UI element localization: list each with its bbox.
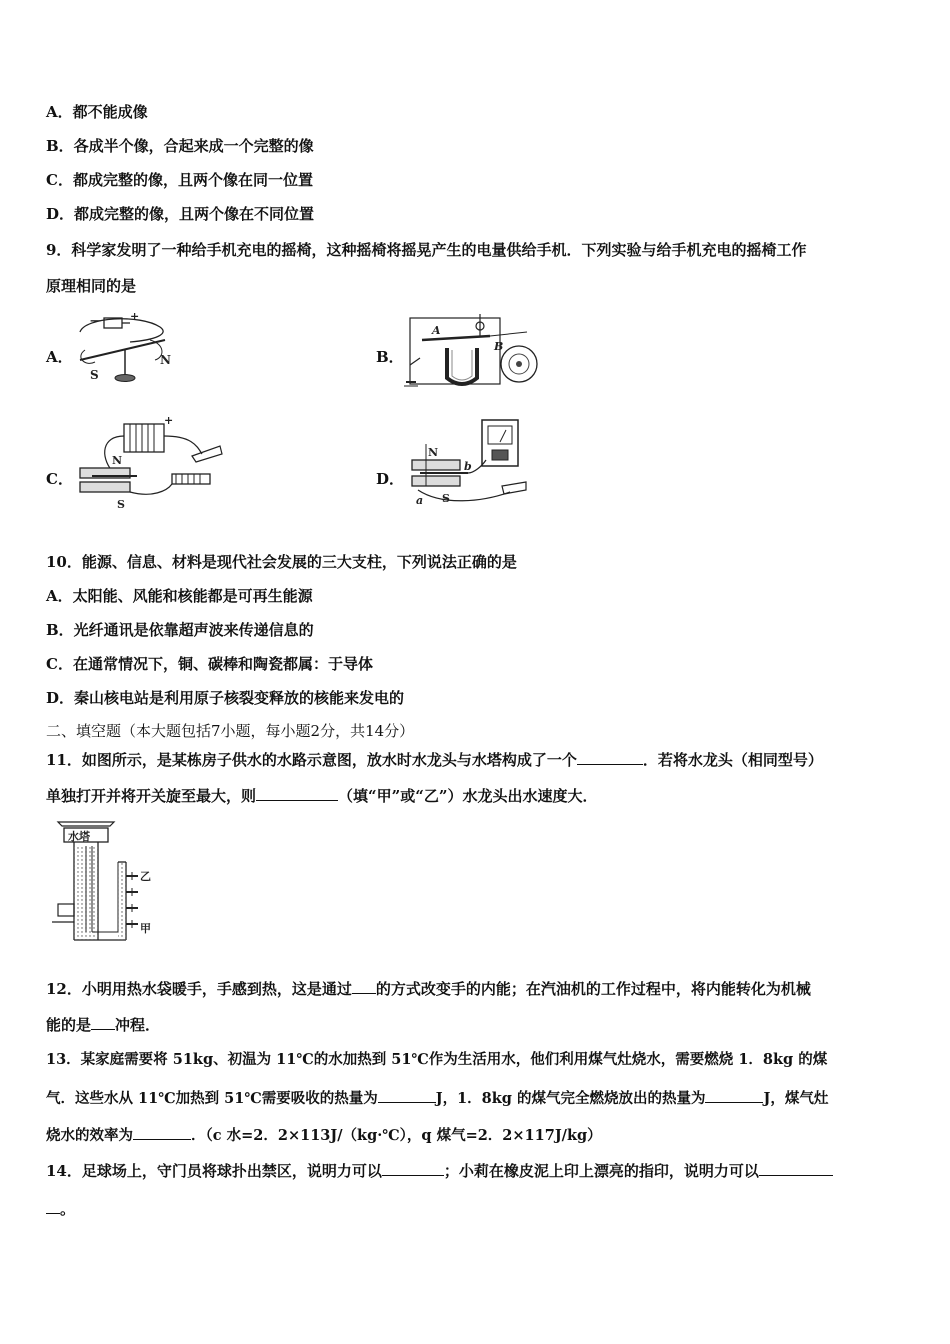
fig-a-n-label: N bbox=[160, 353, 171, 367]
q13-line2-part3: J，煤气灶 bbox=[763, 1090, 829, 1107]
fig-d-n-label: N bbox=[428, 446, 439, 459]
q13-line3 bbox=[46, 1124, 602, 1146]
q13-line1: 13．某家庭需要将 51kg、初温为 11℃的水加热到 51℃作为生活用水，他们利用煤气灶烧水，需要燃烧 1．8kg 的煤 bbox=[46, 1051, 828, 1068]
q10-stem: 10．能源、信息、材料是现代社会发展的三大支柱，下列说法正确的是 bbox=[46, 553, 517, 571]
q14-blank-2b[interactable] bbox=[46, 1198, 60, 1214]
q11-line1-part2: ．若将水龙头（相同型号） bbox=[642, 751, 823, 769]
q13-blank-1[interactable] bbox=[378, 1087, 436, 1103]
q9-figure-b bbox=[402, 310, 552, 392]
q12-line2 bbox=[46, 1014, 160, 1035]
q8-option-c: C．都成完整的像，且两个像在同一位置 bbox=[46, 171, 313, 189]
q9-figure-d bbox=[402, 416, 532, 511]
q12-line1-part2: 的方式改变手的内能；在汽油机的工作过程中，将内能转化为机械 bbox=[375, 980, 811, 998]
q13-line3-part1: 烧水的效率为 bbox=[46, 1127, 133, 1144]
q9-figure-c bbox=[72, 416, 232, 511]
q14-line1-part1: 14．足球场上，守门员将球扑出禁区，说明力可以 bbox=[46, 1162, 382, 1180]
q11-line2 bbox=[46, 785, 598, 806]
q12-line2-part1: 能的是 bbox=[46, 1016, 92, 1034]
q9-option-c-label: C． bbox=[46, 470, 73, 488]
q14-line2 bbox=[46, 1198, 75, 1219]
fig-b-a-label: A bbox=[432, 324, 441, 337]
section-2-heading: 二、填空题（本大题包括7小题，每小题2分，共14分） bbox=[46, 722, 415, 740]
q9-option-a-label: A． bbox=[46, 348, 73, 366]
q11-tower-label: 水塔 bbox=[68, 830, 90, 843]
q11-yi-label: 乙 bbox=[140, 870, 151, 883]
q11-line1-part1: 11．如图所示，是某栋房子供水的水路示意图，放水时水龙头与水塔构成了一个 bbox=[46, 751, 577, 769]
q11-blank-2[interactable] bbox=[256, 785, 338, 801]
fig-a-plus-label: + bbox=[130, 312, 140, 323]
q9-stem-line2: 原理相同的是 bbox=[46, 277, 137, 295]
q12-line1 bbox=[46, 978, 811, 999]
fig-c-plus-label: + bbox=[164, 416, 174, 427]
q9-option-d-label: D． bbox=[376, 470, 405, 488]
q11-line1 bbox=[46, 749, 823, 770]
fig-a-s-label: S bbox=[90, 368, 99, 382]
q13-line2 bbox=[46, 1087, 828, 1109]
q9-option-b-label: B． bbox=[376, 348, 404, 366]
fig-d-s-label: S bbox=[442, 492, 450, 505]
q14-line1-part2: ；小莉在橡皮泥上印上漂亮的指印，说明力可以 bbox=[443, 1162, 759, 1180]
fig-d-b-label: b bbox=[464, 460, 472, 473]
q11-blank-1[interactable] bbox=[577, 749, 643, 765]
q14-blank-1[interactable] bbox=[382, 1160, 444, 1176]
fig-c-s-label: S bbox=[117, 498, 125, 511]
q11-line2-part2: （填“甲”或“乙”）水龙头出水速度大． bbox=[338, 787, 598, 805]
q11-water-tower-figure bbox=[52, 818, 164, 946]
q12-line2-part2: 冲程． bbox=[115, 1016, 161, 1034]
q11-line2-part1: 单独打开并将开关旋至最大，则 bbox=[46, 787, 257, 805]
q10-option-d: D．秦山核电站是利用原子核裂变释放的核能来发电的 bbox=[46, 689, 405, 707]
q9-figure-a bbox=[70, 312, 180, 387]
q8-option-b: B．各成半个像，合起来成一个完整的像 bbox=[46, 137, 314, 155]
fig-a-minus-label: — bbox=[90, 314, 101, 327]
q13-line2-part1: 气．这些水从 11℃加热到 51℃需要吸收的热量为 bbox=[46, 1090, 378, 1107]
q13-blank-2[interactable] bbox=[705, 1087, 763, 1103]
q11-jia-label: 甲 bbox=[140, 922, 151, 935]
q13-blank-3[interactable] bbox=[133, 1124, 191, 1140]
fig-b-b-label: B bbox=[494, 340, 504, 353]
q13-line2-part2: J，1．8kg 的煤气完全燃烧放出的热量为 bbox=[435, 1090, 706, 1107]
q9-stem-line1: 9．科学家发明了一种给手机充电的摇椅，这种摇椅将摇晃产生的电量供给手机．下列实验与给手机充电的摇椅工作 bbox=[46, 241, 807, 259]
q14-line2-end: 。 bbox=[60, 1200, 76, 1218]
q8-option-a: A．都不能成像 bbox=[46, 103, 148, 121]
q12-blank-2[interactable] bbox=[91, 1014, 115, 1030]
fig-c-n-label: N bbox=[112, 454, 123, 467]
q13-line3-part2: ．（c 水=2．2×113J/（kg·℃），q 煤气=2．2×117J/kg） bbox=[191, 1127, 602, 1144]
fig-d-a-label: a bbox=[416, 494, 424, 507]
q14-line1 bbox=[46, 1160, 833, 1181]
q14-blank-2a[interactable] bbox=[759, 1160, 833, 1176]
q8-option-d: D．都成完整的像，且两个像在不同位置 bbox=[46, 205, 315, 223]
q12-blank-1[interactable] bbox=[352, 978, 376, 994]
q10-option-b: B．光纤通讯是依靠超声波来传递信息的 bbox=[46, 621, 314, 639]
q12-line1-part1: 12．小明用热水袋暖手，手感到热，这是通过 bbox=[46, 980, 352, 998]
q10-option-a: A．太阳能、风能和核能都是可再生能源 bbox=[46, 587, 313, 605]
q10-option-c: C．在通常情况下，铜、碳棒和陶瓷都属：于导体 bbox=[46, 655, 373, 673]
